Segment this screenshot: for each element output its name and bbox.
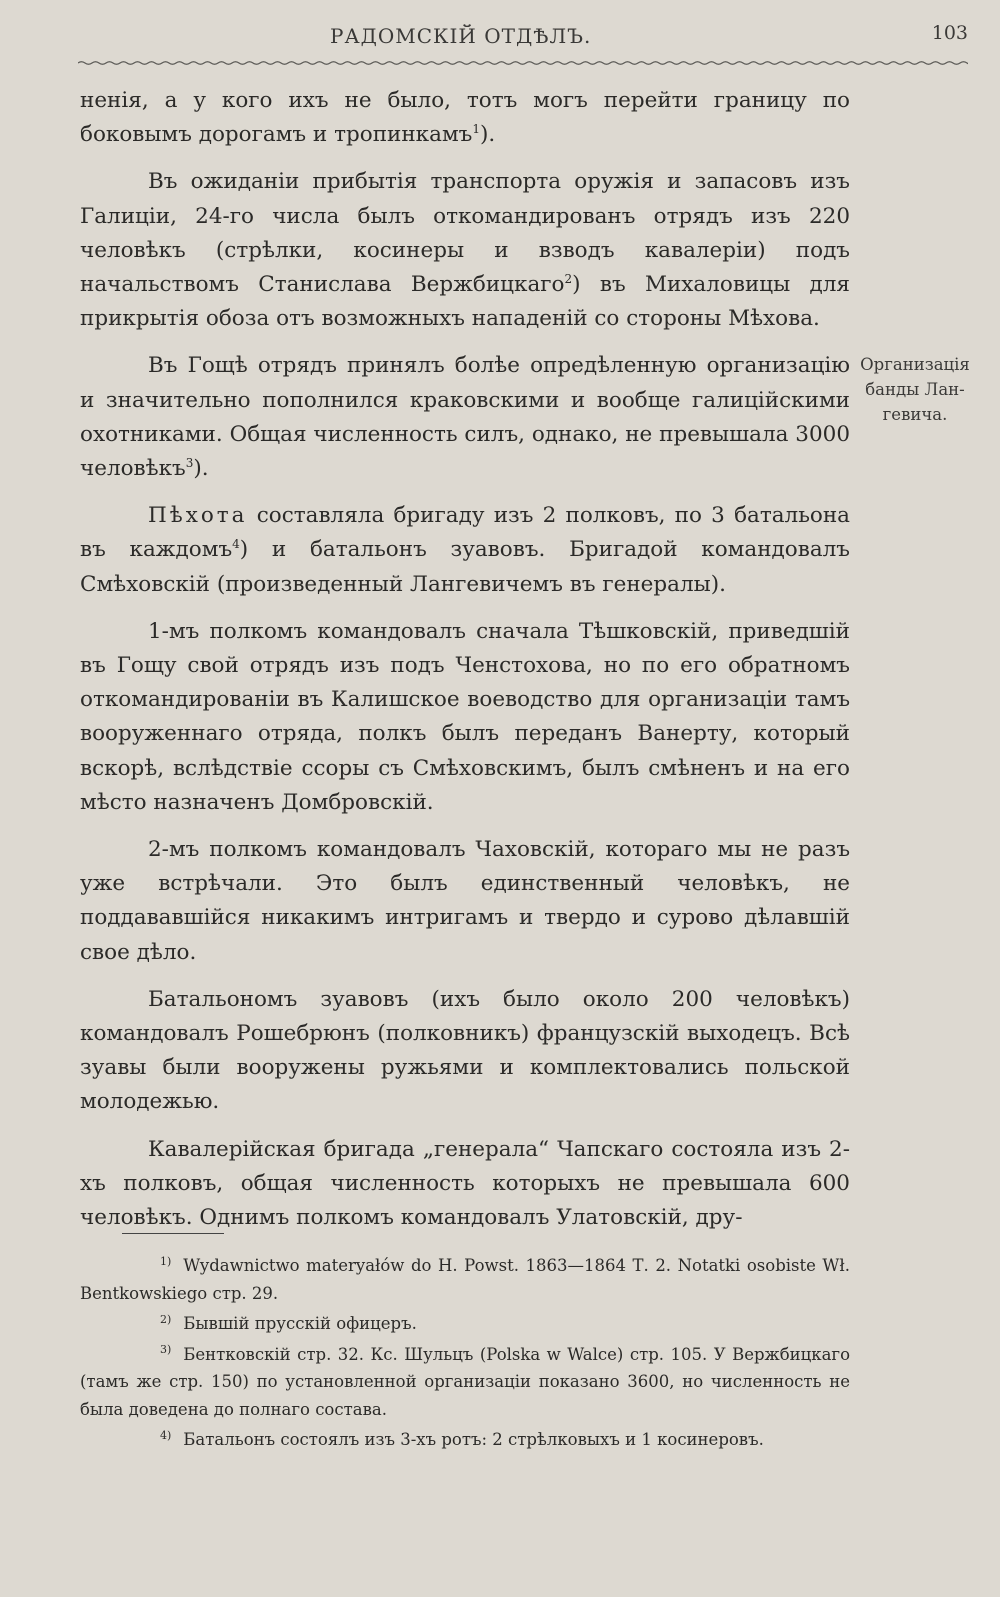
paragraph-1: ненія, а у кого ихъ не было, тотъ могъ перейти границу по боковымъ дорогамъ и тропинкамъ$^1$). — [80, 88, 850, 148]
footnote-divider — [122, 1233, 224, 1234]
paragraph-6: 2-мъ полкомъ командовалъ Чаховскій, котораго мы не разъ уже встрѣчали. Это былъ единственный человѣкъ, не поддававшійся никакимъ интригамъ и твердо и сурово дѣлавшій свое дѣло. — [80, 837, 850, 965]
main-text — [80, 84, 850, 1248]
footnote-1: $^{1)}$ Wydawnictwo materyałów do H. Powst. 1863—1864 Т. 2. Notatki osobiste Wł. Bentkowskiego стр. 29. — [80, 1254, 850, 1303]
spaced-heading-word: Пѣхота — [148, 503, 248, 529]
paragraph-5: 1-мъ полкомъ командовалъ сначала Тѣшковскій, приведшій въ Гощу свой отрядъ изъ подъ Ченстохова, но по его обратномъ откомандированіи въ Калишское воеводство для организаціи тамъ вооруженнаго отряда, полкъ былъ переданъ Ванерту, который вскорѣ, вслѣдствіе ссоры съ Смѣховскимъ, былъ смѣненъ и на его мѣсто назначенъ Домбровскій. — [80, 618, 850, 815]
wavy-header-rule — [78, 58, 968, 68]
paragraph-2: Въ ожиданіи прибытія транспорта оружія и запасовъ изъ Галиціи, 24-го числа былъ откомандированъ отрядъ изъ 220 человѣкъ (стрѣлки, косинеры и взводъ кавалеріи) подъ начальствомъ Станислава Вержбицкаго$^2$) въ Михаловицы для прикрытія обоза отъ возможныхъ нападеній со стороны Мѣхова. — [80, 169, 850, 332]
running-title: РАДОМСКІЙ ОТДѢЛЪ. — [330, 24, 592, 48]
paragraph-4: Пѣхота составляла бригаду изъ 2 полковъ, по 3 батальона въ каждомъ$^4$) и батальонъ зуавовъ. Бригадой командовалъ Смѣховскій (произведенный Лангевичемъ въ генералы). — [80, 503, 850, 597]
footnote-2: $^{2)}$ Бывшій прусскій офицеръ. — [160, 1312, 417, 1333]
footnote-3: $^{3)}$ Бентковскій стр. 32. Кс. Шульцъ (Polska w Walce) стр. 105. У Вержбицкаго (тамъ же стр. 150) по установленной организаціи показано 3600, но численность не была доведена до полнаго состава. — [80, 1343, 850, 1419]
paragraph-3: Въ Гощѣ отрядъ принялъ болѣе опредѣленную организацію и значительно пополнился краковскими и вообще галиційскими охотниками. Общая численность силъ, однако, не превышала 3000 человѣкъ$^3$). — [80, 353, 850, 482]
footnotes — [80, 1252, 850, 1457]
paragraph-7: Батальономъ зуавовъ (ихъ было около 200 человѣкъ) командовалъ Рошебрюнъ (полковникъ) французскій выходецъ. Всѣ зуавы были вооружены ружьями и комплектовались польской молодежью. — [80, 986, 850, 1115]
page-header — [78, 20, 968, 60]
paragraph-8: Кавалерійская бригада „генерала“ Чапскаго состояла изъ 2-хъ полковъ, общая численность которыхъ не превышала 600 человѣкъ. Однимъ полкомъ командовалъ Улатовскій, дру- — [80, 1136, 850, 1231]
page-number: 103 — [931, 22, 968, 44]
margin-note: Организація банды Лан- гевича. — [860, 355, 970, 424]
footnote-4: $^{4)}$ Батальонъ состоялъ изъ 3-хъ ротъ: 2 стрѣлковыхъ и 1 косинеровъ. — [160, 1428, 764, 1449]
